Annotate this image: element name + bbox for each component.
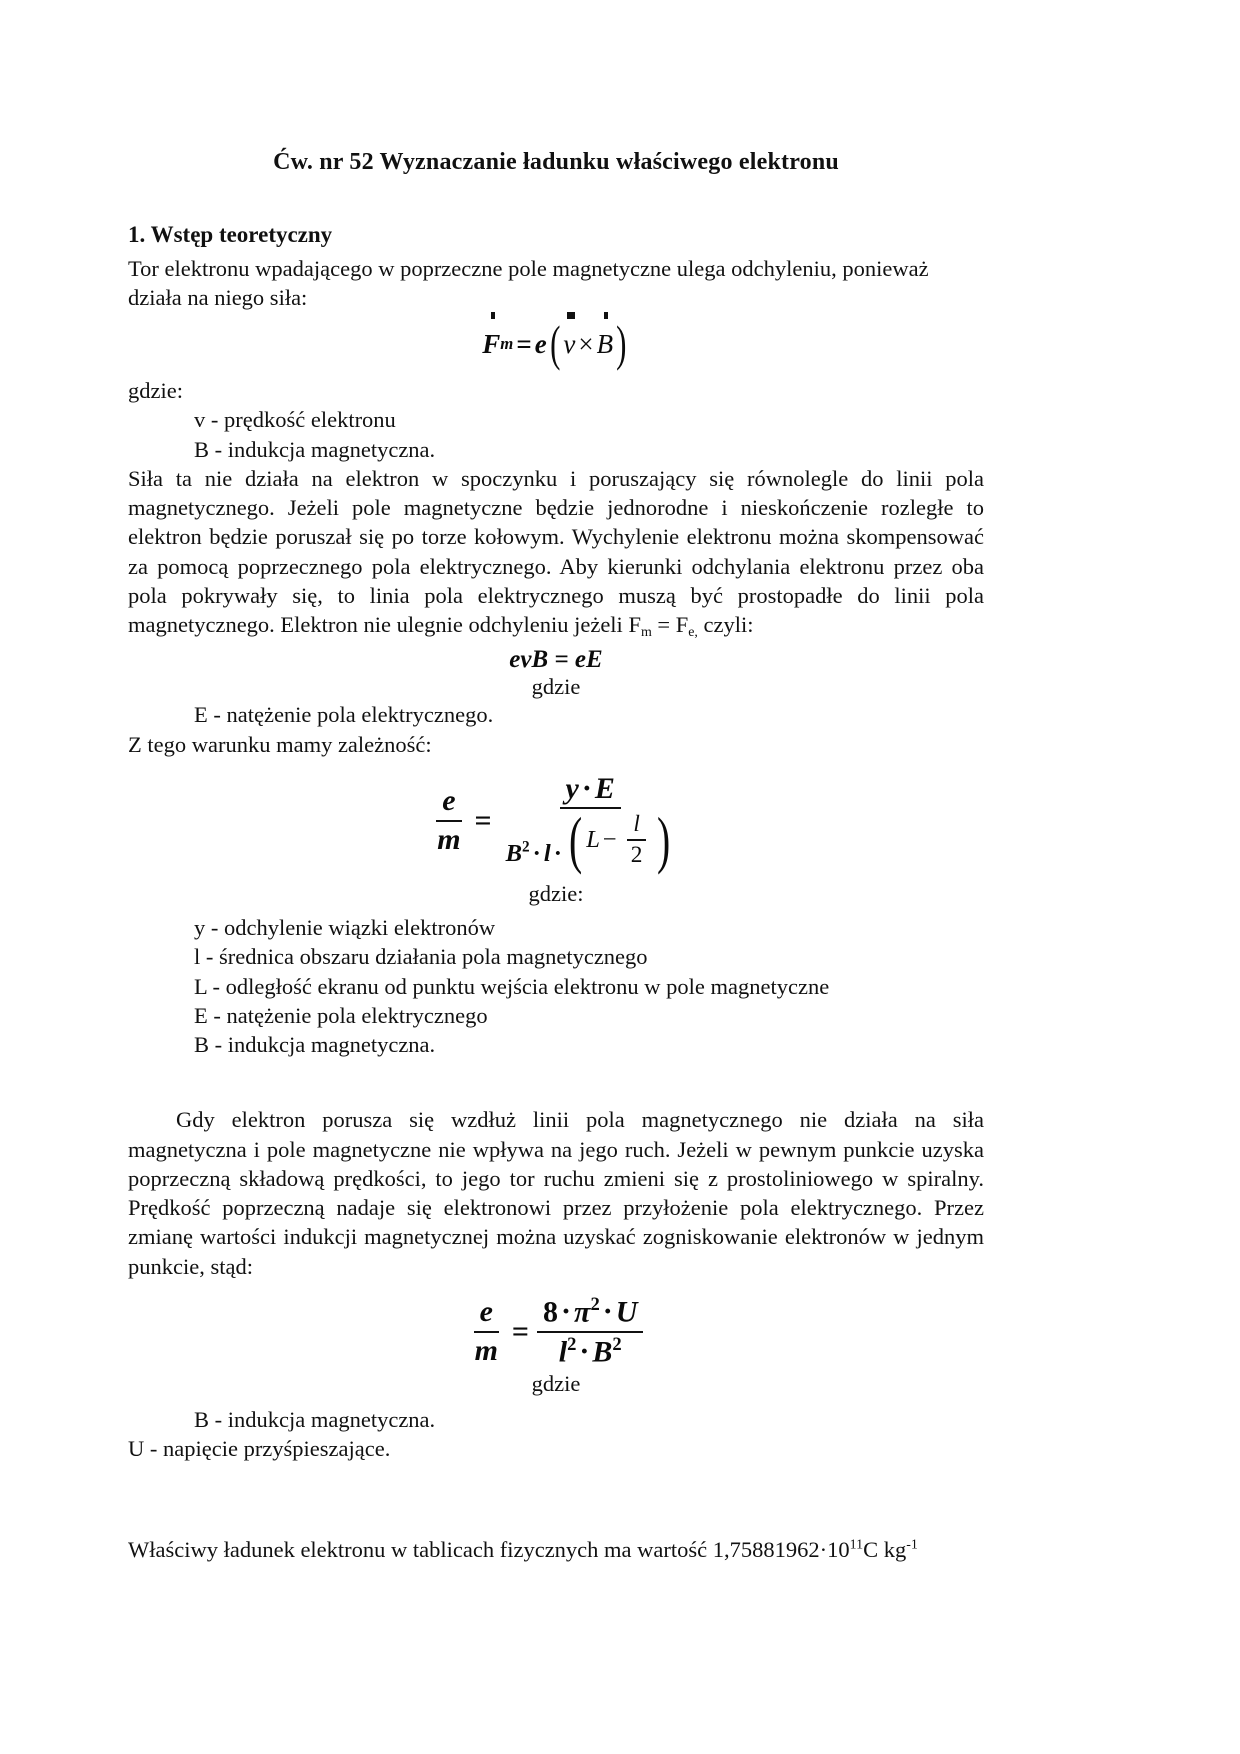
eq1-open-paren: (	[549, 315, 561, 372]
final-note-unit: C kg	[863, 1537, 907, 1563]
eq3-den-l: l	[543, 840, 551, 868]
paragraph-czyli: czyli:	[697, 612, 754, 637]
paragraph-equals: = F	[651, 612, 689, 637]
final-note-exponent: 11	[849, 1537, 864, 1553]
definition-list-3	[128, 913, 984, 1059]
eq3-inner-fraction	[625, 810, 649, 870]
eq4-lhs-denominator: m	[474, 1333, 498, 1367]
final-note-reference-value	[128, 1535, 984, 1564]
gdzie-label-1: gdzie:	[128, 378, 183, 403]
eq4-equals: =	[511, 1314, 530, 1348]
eq4-U: U	[615, 1295, 638, 1329]
eq3-dot: ·	[581, 771, 592, 805]
page-title: Ćw. nr 52 Wyznaczanie ładunku właściwego elektronu	[273, 149, 839, 175]
eq1-close-paren: )	[616, 315, 627, 372]
eq3-den-B: B	[505, 840, 523, 868]
eq3-lhs-fraction	[431, 783, 466, 858]
eq3-den-dot-1: ·	[532, 840, 541, 868]
definition-item: l - średnica obszaru działania pola magnetycznego	[194, 944, 648, 970]
eq3-y: y	[565, 771, 579, 805]
eq4-den-dot: ·	[579, 1335, 590, 1369]
equation-specific-charge-deflection	[128, 771, 984, 876]
eq4-pi-exponent: 2	[590, 1293, 600, 1315]
definition-item: E - natężenie pola elektrycznego	[194, 1002, 488, 1028]
eq4-eight: 8	[543, 1295, 559, 1329]
eq4-rhs-numerator	[537, 1293, 643, 1333]
eq3-equals: =	[474, 803, 492, 837]
eq3-den-L: L	[586, 826, 600, 854]
final-note-unit-exponent: -1	[906, 1537, 918, 1553]
eq3-close-paren: )	[657, 804, 671, 876]
definition-list-2	[128, 700, 984, 729]
eq3-den-minus: −	[602, 826, 617, 854]
equation-evb-equals-ee: evB = eE	[509, 646, 603, 674]
eq3-rhs-denominator	[500, 804, 681, 876]
definition-item: v - prędkość elektronu	[194, 407, 396, 433]
eq4-lhs-numerator: e	[474, 1294, 499, 1333]
eq3-den-B-exponent: 2	[522, 838, 530, 856]
eq1-cross-product-icon: ×	[578, 328, 594, 359]
eq3-rhs-fraction	[500, 771, 681, 876]
final-note-text: Właściwy ładunek elektronu w tablicach fizycznych ma wartość 1,75881962·10	[128, 1537, 850, 1563]
paragraph-spiral-motion: Gdy elektron porusza się wzdłuż linii pola magnetycznego nie działa na siła magnetyczna i pole magnetyczne nie wpływa na jego ruch. Jeżeli w pewnym punkcie uzyska poprzeczną składową prędkości, to jego tor ruchu zmieni się z prostoliniowego w spiralny. Prędkość poprzeczną nadaje się elektronowi przez przyłożenie pola elektrycznego. Przez zmianę wartości indukcji magnetycznej można uzyskać zogniskowanie elektronów w jednym punkcie, stąd:	[128, 1107, 984, 1279]
equation-specific-charge-focusing	[128, 1293, 984, 1371]
definition-item: B - indukcja magnetyczna.	[194, 436, 436, 462]
definition-item: U - napięcie przyśpieszające.	[128, 1436, 391, 1462]
eq4-den-l: l	[558, 1335, 568, 1369]
paragraph-force-balance	[128, 464, 984, 643]
eq4-den-B: B	[592, 1335, 613, 1369]
paragraph-intro: Tor elektronu wpadającego w poprzeczne pole magnetyczne ulega odchyleniu, ponieważ działa na niego siła:	[128, 255, 929, 310]
eq3-E: E	[594, 771, 615, 805]
definition-item: L - odległość ekranu od punktu wejścia elektronu w pole magnetyczne	[194, 973, 830, 999]
section-heading-wstep-teoretyczny: 1. Wstęp teoretyczny	[128, 221, 333, 247]
equation-lorentz-force	[128, 315, 984, 372]
eq3-lhs-denominator: m	[437, 822, 461, 856]
eq3-open-paren: (	[568, 804, 583, 876]
eq3-inner-denominator: 2	[630, 842, 643, 869]
document-content	[128, 148, 984, 1565]
paragraph-sub-e: e,	[688, 625, 698, 641]
eq3-lhs-numerator: e	[436, 783, 461, 822]
eq1-force-subscript: m	[500, 334, 514, 354]
eq4-lhs-fraction	[469, 1294, 504, 1369]
gdzie-label-3: gdzie:	[528, 881, 584, 907]
eq1-equals: =	[516, 328, 532, 359]
eq1-velocity: v	[563, 328, 576, 359]
eq4-pi: π	[574, 1295, 591, 1329]
eq1-charge: e	[534, 328, 547, 359]
paragraph-z-tego-warunku: Z tego warunku mamy zależność:	[128, 731, 432, 757]
gdzie-label-2: gdzie	[531, 674, 581, 700]
paragraph-force-balance-text: Siła ta nie działa na elektron w spoczynku i poruszający się równolegle do linii pola magnetycznego. Jeżeli pole magnetyczne będzie jednorodne i nieskończenie rozległe to elektron będzie poruszał się po torze kołowym. Wychylenie elektronu można skompensować za pomocą poprzecznego pola elektrycznego. Aby kierunki odchylania elektronu przez oba pola pokrywały się, to linia pola elektrycznego muszą być prostopadłe do linii pola magnetycznego. Elektron nie ulegnie odchyleniu jeżeli F	[128, 465, 984, 637]
eq4-den-B-exponent: 2	[612, 1333, 622, 1355]
definition-item: y - odchylenie wiązki elektronów	[194, 915, 496, 941]
eq4-rhs-fraction	[537, 1293, 643, 1371]
definition-item: E - natężenie pola elektrycznego.	[194, 702, 494, 728]
eq1-force-symbol: F	[482, 328, 501, 359]
definition-list-4	[128, 1405, 984, 1464]
eq3-den-dot-2: ·	[553, 840, 562, 868]
definition-list-1	[128, 405, 984, 464]
eq1-magnetic-induction: B	[596, 328, 614, 359]
eq4-den-l-exponent: 2	[567, 1333, 577, 1355]
definition-item: B - indukcja magnetyczna.	[194, 1406, 436, 1432]
eq4-dot-2: ·	[602, 1295, 613, 1329]
eq3-inner-numerator: l	[627, 810, 646, 841]
definition-item: B - indukcja magnetyczna.	[194, 1032, 436, 1058]
gdzie-label-4: gdzie	[531, 1370, 581, 1396]
eq4-rhs-denominator	[553, 1333, 628, 1371]
paragraph-sub-m: m	[640, 625, 652, 641]
eq4-dot-1: ·	[561, 1295, 572, 1329]
